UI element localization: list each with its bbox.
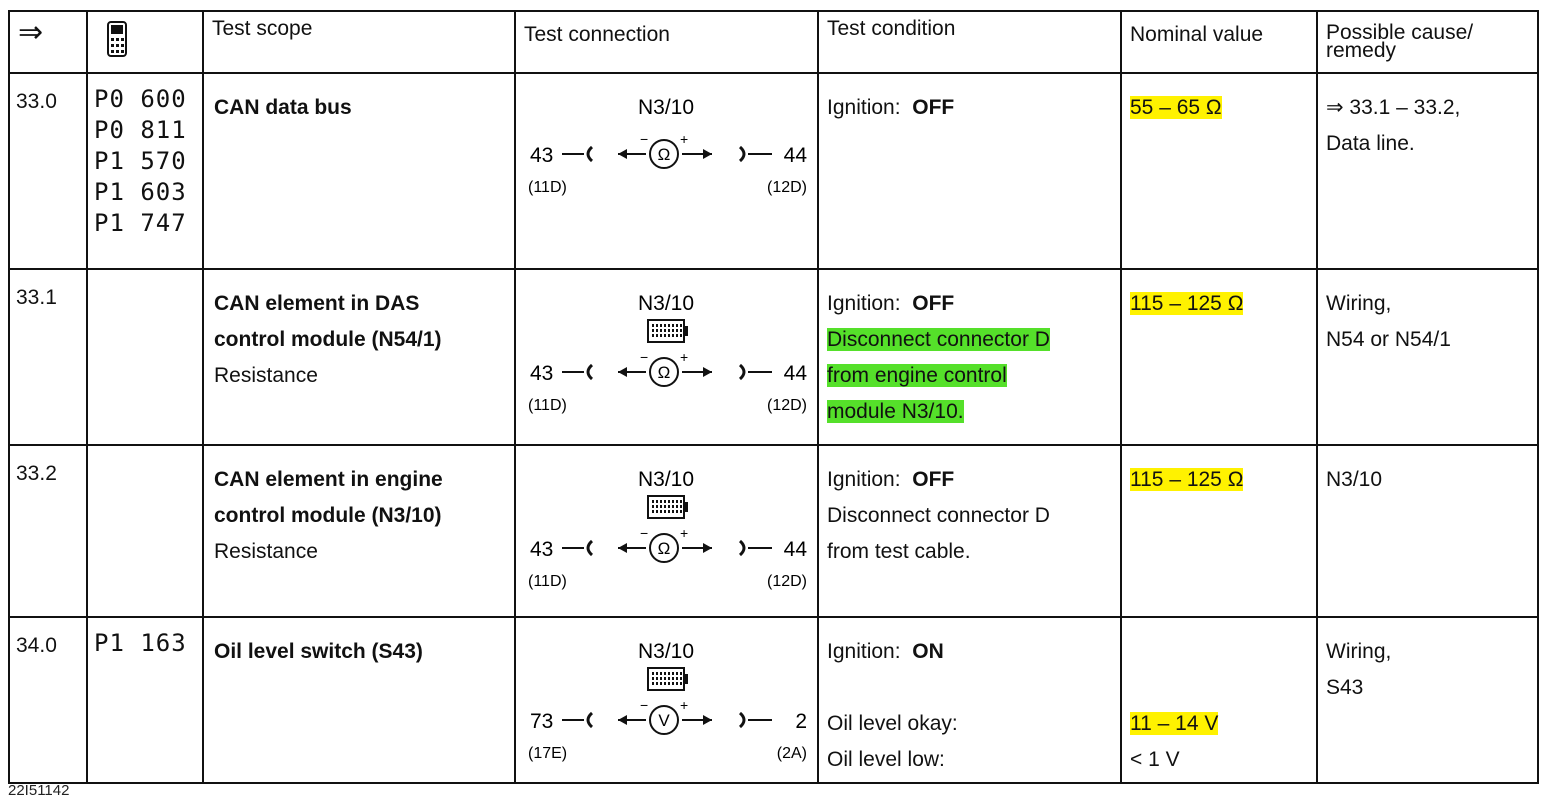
pin-right: 2 <box>795 710 807 733</box>
table-row <box>9 445 1538 617</box>
fault-code: P1 570 <box>94 147 187 175</box>
step-number: 33.1 <box>16 286 57 309</box>
condition-instruction: from engine control <box>827 364 1007 387</box>
condition-label: Ignition: <box>827 292 901 315</box>
pin-right: 44 <box>783 144 807 167</box>
nominal-value: 11 – 14 V <box>1130 712 1219 735</box>
pin-right-sub: (12D) <box>766 573 807 590</box>
condition-label: Ignition: <box>827 468 901 491</box>
test-scope-cell <box>203 617 515 783</box>
condition-value: OFF <box>912 468 955 491</box>
pin-left-sub: (11D) <box>528 573 567 590</box>
connection-diagram <box>516 618 815 780</box>
condition-label: Ignition: <box>827 640 901 663</box>
nominal-value-cell <box>1121 445 1317 617</box>
pin-left-sub: (17E) <box>528 745 568 762</box>
connector-icon <box>648 496 688 518</box>
probe-left-icon <box>562 541 592 555</box>
condition-instruction: Disconnect connector D <box>827 328 1050 351</box>
pin-right: 44 <box>783 538 807 561</box>
connection-diagram <box>516 446 815 614</box>
nominal-value: < 1 V <box>1130 748 1180 771</box>
svg-text:V: V <box>658 711 670 730</box>
table-row <box>9 269 1538 445</box>
svg-text:+: + <box>680 131 689 147</box>
step-cell <box>9 445 87 617</box>
header-nominal-value: Nominal value <box>1121 11 1317 73</box>
svg-text:−: − <box>640 525 649 541</box>
test-condition-cell <box>818 445 1121 617</box>
test-scope-cell <box>203 445 515 617</box>
figure-code: 22I51142 <box>8 782 70 799</box>
possible-cause: Wiring, <box>1326 640 1392 663</box>
test-scope-title: Oil level switch (S43) <box>214 640 423 663</box>
possible-cause-cell <box>1317 269 1538 445</box>
table-row <box>9 73 1538 269</box>
probe-right-icon <box>740 147 772 161</box>
probe-right-icon <box>740 713 772 727</box>
test-scope-title: CAN element in engine <box>214 468 443 491</box>
fault-codes-cell <box>87 445 203 617</box>
svg-text:+: + <box>680 525 689 541</box>
possible-cause: N3/10 <box>1326 468 1383 491</box>
ohmmeter-icon <box>618 525 712 562</box>
pin-left-sub: (11D) <box>528 397 567 414</box>
fault-codes-cell <box>87 617 203 783</box>
test-connection-cell <box>515 617 818 783</box>
test-scope-title: CAN data bus <box>214 96 352 119</box>
condition-instruction: Disconnect connector D <box>827 504 1050 527</box>
svg-text:Ω: Ω <box>657 363 671 382</box>
pin-right: 44 <box>783 362 807 385</box>
probe-left-icon <box>562 713 592 727</box>
voltmeter-icon <box>618 697 712 734</box>
test-scope-cell <box>203 269 515 445</box>
possible-cause-cell <box>1317 73 1538 269</box>
svg-text:−: − <box>640 131 649 147</box>
header-arrow <box>9 11 87 73</box>
svg-text:+: + <box>680 349 689 365</box>
fault-code: P1 163 <box>94 629 187 657</box>
condition-instruction: Oil level low: <box>827 748 945 771</box>
connector-icon <box>648 320 688 342</box>
test-connection-cell <box>515 445 818 617</box>
connection-diagram <box>516 74 815 266</box>
module-label: N3/10 <box>637 640 695 663</box>
test-scope-title: CAN element in DAS <box>214 292 420 315</box>
svg-text:Ω: Ω <box>657 145 671 164</box>
module-label: N3/10 <box>637 96 695 119</box>
condition-value: ON <box>912 640 944 663</box>
header-row <box>9 11 1538 73</box>
condition-instruction: module N3/10. <box>827 400 964 423</box>
test-scope-title: control module (N54/1) <box>214 328 442 351</box>
test-condition-cell <box>818 617 1121 783</box>
nominal-value: 115 – 125 Ω <box>1130 468 1244 491</box>
test-scope-detail: Resistance <box>214 364 318 387</box>
nominal-value-cell <box>1121 73 1317 269</box>
possible-cause-cell <box>1317 617 1538 783</box>
test-scope-detail: Resistance <box>214 540 318 563</box>
fault-codes-cell <box>87 73 203 269</box>
condition-value: OFF <box>912 96 955 119</box>
fault-code: P0 811 <box>94 116 187 144</box>
condition-value: OFF <box>912 292 955 315</box>
step-number: 33.0 <box>16 90 57 113</box>
pin-right-sub: (12D) <box>766 397 807 414</box>
test-scope-cell <box>203 73 515 269</box>
svg-text:−: − <box>640 349 649 365</box>
possible-cause-cell <box>1317 445 1538 617</box>
possible-cause: Data line. <box>1326 132 1415 155</box>
fault-code: P1 747 <box>94 209 187 237</box>
nominal-value: 115 – 125 Ω <box>1130 292 1244 315</box>
step-number: 34.0 <box>16 634 57 657</box>
probe-left-icon <box>562 365 592 379</box>
svg-text:−: − <box>640 697 649 713</box>
condition-instruction: Oil level okay: <box>827 712 958 735</box>
header-possible-cause: Possible cause/ remedy <box>1317 11 1538 73</box>
pin-left: 43 <box>530 362 554 385</box>
step-cell <box>9 617 87 783</box>
step-number: 33.2 <box>16 462 57 485</box>
ohmmeter-icon <box>618 349 712 386</box>
step-cell <box>9 73 87 269</box>
hand-held-tester-icon <box>106 20 128 58</box>
test-connection-cell <box>515 269 818 445</box>
pin-left-sub: (11D) <box>528 179 567 196</box>
header-test-connection: Test connection <box>515 11 818 73</box>
test-scope-title: control module (N3/10) <box>214 504 442 527</box>
condition-instruction: from test cable. <box>827 540 971 563</box>
pin-right-sub: (2A) <box>776 745 807 762</box>
ohmmeter-icon <box>618 131 712 168</box>
header-test-scope: Test scope <box>203 11 515 73</box>
nominal-value-cell <box>1121 617 1317 783</box>
header-test-condition: Test condition <box>818 11 1121 73</box>
connection-diagram <box>516 270 815 442</box>
test-connection-cell <box>515 73 818 269</box>
nominal-value: 55 – 65 Ω <box>1130 96 1222 119</box>
arrow-icon: ⇒ <box>18 16 44 49</box>
test-condition-cell <box>818 73 1121 269</box>
possible-cause: N54 or N54/1 <box>1326 328 1451 351</box>
fault-code: P0 600 <box>94 85 187 113</box>
fault-code: P1 603 <box>94 178 187 206</box>
test-condition-cell <box>818 269 1121 445</box>
diagnostic-test-table <box>8 10 1539 784</box>
header-tester <box>87 11 203 73</box>
condition-label: Ignition: <box>827 96 901 119</box>
probe-right-icon <box>740 541 772 555</box>
table-row <box>9 617 1538 783</box>
module-label: N3/10 <box>637 468 695 491</box>
step-cell <box>9 269 87 445</box>
pin-left: 43 <box>530 144 554 167</box>
possible-cause: Wiring, <box>1326 292 1392 315</box>
probe-right-icon <box>740 365 772 379</box>
pin-left: 43 <box>530 538 554 561</box>
connector-icon <box>648 668 688 690</box>
possible-cause: S43 <box>1326 676 1364 699</box>
pin-left: 73 <box>530 710 554 733</box>
pin-right-sub: (12D) <box>766 179 807 196</box>
possible-cause: ⇒ 33.1 – 33.2, <box>1326 96 1461 119</box>
svg-text:+: + <box>680 697 689 713</box>
probe-left-icon <box>562 147 592 161</box>
module-label: N3/10 <box>637 292 695 315</box>
fault-codes-cell <box>87 269 203 445</box>
svg-text:Ω: Ω <box>657 539 671 558</box>
nominal-value-cell <box>1121 269 1317 445</box>
